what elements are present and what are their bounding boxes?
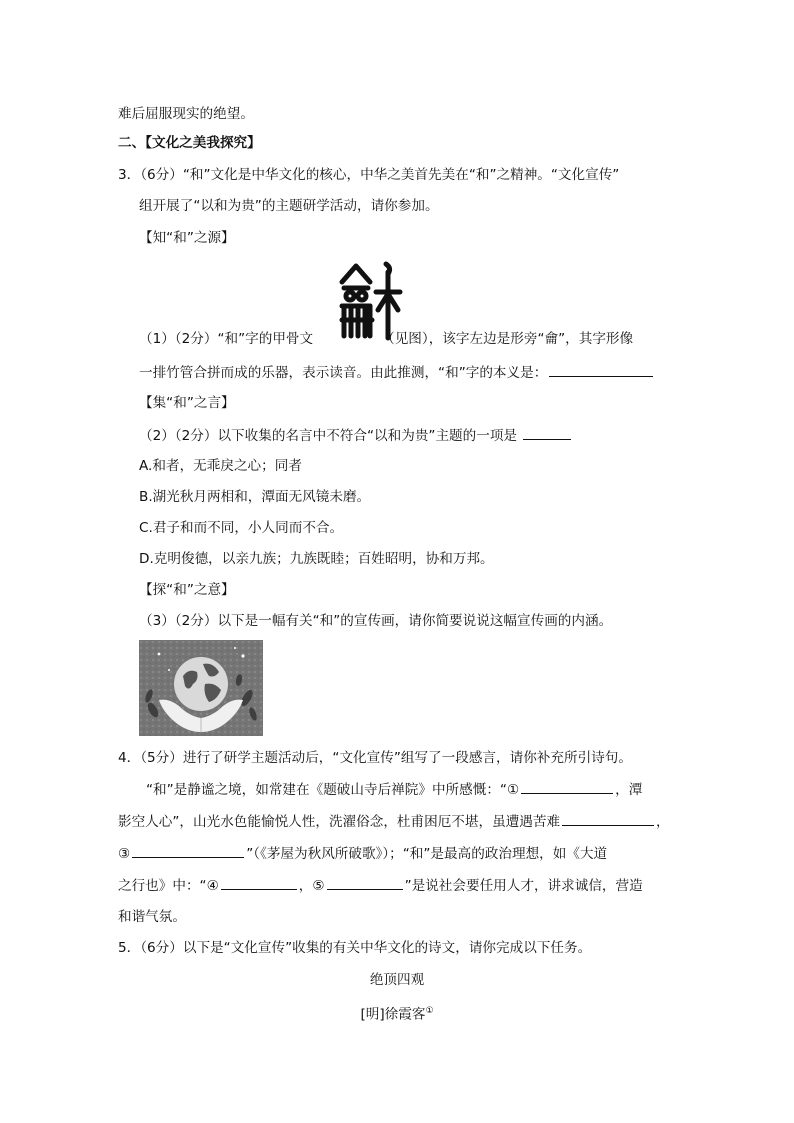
text-line: 难后屈服现实的绝望。 — [118, 106, 254, 122]
poem-title: 绝顶四观 — [369, 972, 425, 988]
blank-2[interactable] — [562, 811, 654, 826]
passage-text: 之行也》中：“④ — [118, 878, 219, 894]
question-3-stem: 3．（6分）“和”文化是中华文化的核心，中华之美首先美在“和”之精神。“文化宣传” — [118, 167, 620, 183]
question-3-1-text: （1）（2分）“和”字的甲骨文 — [139, 331, 314, 347]
option-a: A.和者，无乖戾之心；同者 — [139, 458, 302, 474]
question-4-stem: 4．（5分）进行了研学主题活动后，“文化宣传”组写了一段感言，请你补充所引诗句。 — [118, 750, 632, 766]
subsection-heading: 【知“和”之源】 — [139, 230, 235, 246]
blank-4[interactable] — [221, 875, 297, 890]
passage-text: 影空人心”，山光水色能愉悦人性，洗濯俗念，杜甫困厄不堪，虽遭遇苦难 — [118, 814, 561, 830]
poem-author — [0, 1001, 794, 1025]
question-5-stem: 5．（6分）以下是“文化宣传”收集的有关中华文化的诗文，请你完成以下任务。 — [118, 940, 592, 956]
passage-text: ，潭 — [615, 782, 643, 798]
passage-text: ，⑤ — [298, 878, 325, 894]
passage-line-2 — [118, 811, 670, 832]
question-3-stem-cont: 组开展了“以和为贵”的主题研学活动，请你参加。 — [139, 198, 439, 214]
footnote-marker: ① — [425, 1006, 434, 1016]
question-3-1-text-cont: （见图），该字左边是形旁“龠”，其字形像 — [381, 331, 634, 347]
question-3-2 — [139, 425, 573, 446]
section-heading: 二、【文化之美我探究】 — [118, 135, 261, 151]
passage-text: ”（《茅屋为秋风所破歌》）；“和”是最高的政治理想，如《大道 — [246, 846, 608, 862]
option-d: D.克明俊德，以亲九族；九族既睦；百姓昭明，协和万邦。 — [139, 551, 494, 567]
question-3-3: （3）（2分）以下是一幅有关“和”的宣传画，请你简要说说这幅宣传画的内涵。 — [139, 613, 613, 629]
blank-3[interactable] — [132, 843, 244, 858]
poem-author-text: [明]徐霞客 — [360, 1006, 426, 1023]
passage-text: ”是说社会要任用人才，讲求诚信，营造 — [404, 878, 643, 894]
question-3-1-text2: 一排竹管合拼而成的乐器，表示读音。由此推测，“和”字的本义是： — [139, 365, 548, 381]
blank-5[interactable] — [327, 875, 403, 890]
passage-text: “和”是静谧之境，如常建在《题破山寺后禅院》中所感慨：“① — [146, 782, 520, 798]
passage-line-4 — [118, 875, 643, 896]
question-3-1-line1 — [139, 329, 633, 349]
subsection-heading: 【集“和”之言】 — [139, 395, 235, 411]
passage-text: ， — [656, 814, 670, 830]
option-c: C.君子和而不同，小人同而不合。 — [139, 520, 344, 536]
question-3-1-line2 — [139, 362, 655, 383]
answer-blank[interactable] — [549, 362, 653, 377]
passage-text: ③ — [118, 846, 131, 862]
answer-blank[interactable] — [523, 425, 571, 440]
option-b: B.湖光秋月两相和，潭面无风镜未磨。 — [139, 489, 371, 505]
question-3-2-text: （2）（2分）以下收集的名言中不符合“以和为贵”主题的一项是 — [139, 428, 518, 444]
passage-line-1 — [146, 779, 642, 800]
hands-earth-poster-image — [139, 640, 263, 736]
subsection-heading: 【探“和”之意】 — [139, 582, 235, 598]
passage-line-3 — [118, 843, 607, 864]
passage-line-5: 和谐气氛。 — [118, 909, 186, 925]
blank-1[interactable] — [521, 779, 613, 794]
